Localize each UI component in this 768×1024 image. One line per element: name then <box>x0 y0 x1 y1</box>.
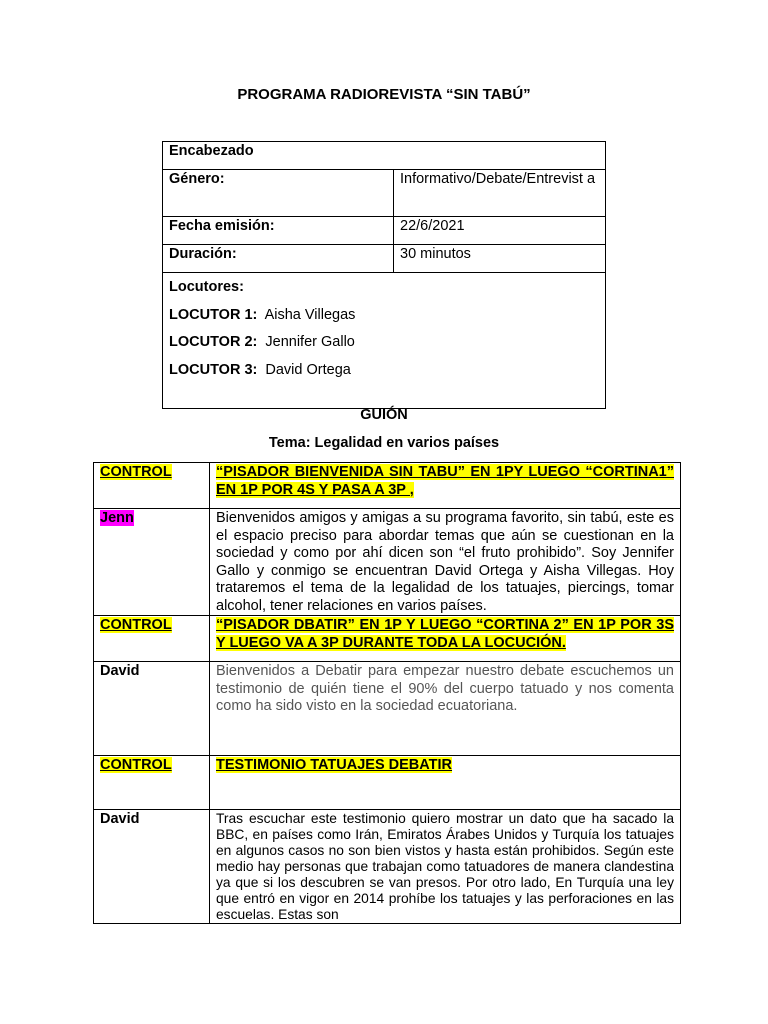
script-table <box>93 462 681 924</box>
speaker-label: CONTROL <box>100 617 172 633</box>
genre-value: Informativo/Debate/Entrevist a <box>394 170 606 217</box>
table-row <box>94 463 681 509</box>
table-row <box>94 756 681 810</box>
hosts-label: Locutores: <box>169 279 244 295</box>
script-cell <box>210 756 681 810</box>
host-line <box>169 302 599 330</box>
speaker-label: CONTROL <box>100 757 172 773</box>
speaker-cell <box>94 756 210 810</box>
duration-label: Duración: <box>163 245 394 273</box>
table-row <box>94 616 681 662</box>
script-text: Bienvenidos amigos y amigas a su programa favorito, sin tabú, este es el espacio preciso para abordar temas que aún se cuestionan en la sociedad y como por ahí dicen son “el fruto prohibido”. Soy Jennifer Gallo y conmigo se encuentran David Ortega y Aisha Villegas. Hoy trataremos el tema de la legalidad de los tatuajes, piercings, tomar alcohol, tener relaciones en varios países. <box>210 509 681 616</box>
table-row <box>94 509 681 616</box>
date-value: 22/6/2021 <box>394 217 606 245</box>
speaker-label: David <box>94 662 210 756</box>
script-text: Tras escuchar este testimonio quiero mostrar un dato que ha sacado la BBC, en países como Irán, Emiratos Árabes Unidos y Turquía los tatuajes en algunos casos no son bien vistos y hasta están prohibidos. Según este medio hay personas que trabajan como tatuadores de manera clandestina ya que si los descubren se van presos. Por otro lado, En Turquía una ley que entró en vigor en 2014 prohíbe los tatuajes y las perforaciones en las escuelas. Estas son <box>210 810 681 924</box>
script-text: TESTIMONIO TATUAJES DEBATIR <box>216 757 453 773</box>
tema-heading: Tema: Legalidad en varios países <box>268 435 500 451</box>
script-text: “PISADOR DBATIR” EN 1P Y LUEGO “CORTINA 2” EN 1P POR 3S Y LUEGO VA A 3P DURANTE TODA LA LOCUCIÓN. <box>216 617 674 651</box>
host-label: LOCUTOR 1: <box>169 306 258 323</box>
speaker-label: David <box>94 810 210 924</box>
script-cell <box>210 616 681 662</box>
speaker-cell <box>94 616 210 662</box>
genre-label: Género: <box>163 170 394 217</box>
speaker-label: CONTROL <box>100 464 172 480</box>
date-label: Fecha emisión: <box>163 217 394 245</box>
heading-cell: Encabezado <box>163 142 606 170</box>
document-title: PROGRAMA RADIOREVISTA “SIN TABÚ” <box>237 86 531 103</box>
header-info-table <box>162 141 606 409</box>
table-row <box>94 662 681 756</box>
script-text: Bienvenidos a Debatir para empezar nuestro debate escuchemos un testimonio de quién tiene el 90% del cuerpo tatuado y nos comenta como ha sido visto en la sociedad ecuatoriana. <box>210 662 681 756</box>
host-name: Jennifer Gallo <box>265 334 355 350</box>
host-line <box>169 357 599 385</box>
speaker-cell <box>94 509 210 616</box>
host-line <box>169 329 599 357</box>
speaker-cell <box>94 463 210 509</box>
script-text: “PISADOR BIENVENIDA SIN TABU” EN 1PY LUEGO “CORTINA1” EN 1P POR 4S Y PASA A 3P , <box>216 464 674 498</box>
host-label: LOCUTOR 3: <box>169 361 258 378</box>
hosts-cell <box>163 273 606 409</box>
host-label: LOCUTOR 2: <box>169 334 258 350</box>
speaker-label: Jenn <box>100 510 134 526</box>
guion-heading: GUIÓN <box>360 407 408 423</box>
script-cell <box>210 463 681 509</box>
duration-value: 30 minutos <box>394 245 606 273</box>
table-row <box>94 810 681 924</box>
host-name: David Ortega <box>265 361 351 378</box>
host-name: Aisha Villegas <box>264 306 356 323</box>
